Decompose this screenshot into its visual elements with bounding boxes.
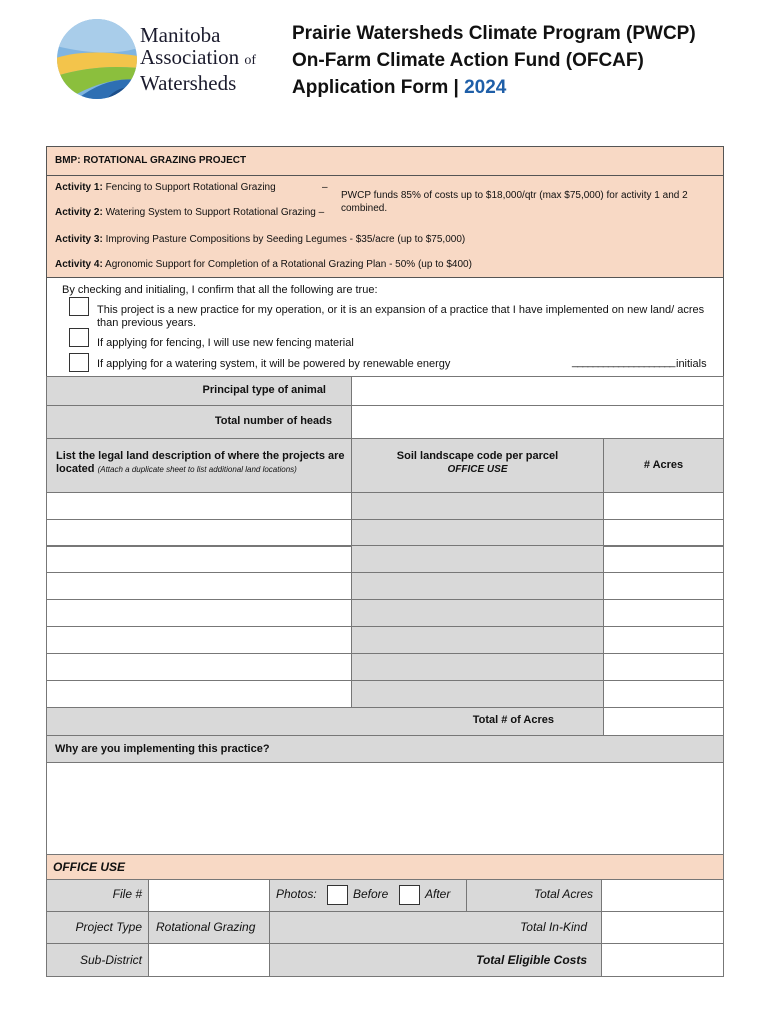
funding-note: PWCP funds 85% of costs up to $18,000/qtr (max $75,000) for activity 1 and 2 combined. — [341, 190, 688, 214]
initials-label: initials — [676, 358, 707, 370]
title-line2: On-Farm Climate Action Fund (OFCAF) — [292, 50, 644, 71]
total-acres-input[interactable] — [603, 707, 724, 736]
confirm-item-2: If applying for fencing, I will use new fencing material — [97, 337, 354, 349]
page-title — [292, 20, 696, 101]
activity-1-label: Activity 1: — [55, 182, 103, 193]
total-inkind-label: Total In-Kind — [520, 920, 587, 934]
total-eligible-input[interactable] — [601, 943, 724, 977]
activity-4 — [55, 259, 472, 270]
logo-line2: Association — [140, 45, 240, 69]
land-description-input-6[interactable] — [46, 626, 352, 654]
activity-1-dash: – — [322, 182, 328, 193]
before-checkbox[interactable] — [327, 885, 348, 905]
heads-label: Total number of heads — [214, 415, 332, 427]
confirm-item-3: If applying for a watering system, it will be powered by renewable energy — [97, 358, 451, 370]
after-checkbox[interactable] — [399, 885, 420, 905]
acres-input-4[interactable] — [603, 572, 724, 600]
activity-1 — [55, 182, 276, 193]
land-description-input-8[interactable] — [46, 680, 352, 708]
confirm-item-1: This project is a new practice for my operation, or it is an expansion of a practice that I have implemented on new land/ acres than previous years. — [97, 304, 705, 329]
total-acres-office-input[interactable] — [601, 879, 724, 912]
office-header-text: OFFICE USE — [53, 860, 126, 874]
land-col2-text: Soil landscape code per parcel — [396, 450, 559, 462]
land-col1-bold: List the legal land description of where the projects are located — [56, 450, 345, 475]
soil-code-input-2 — [351, 519, 604, 547]
land-col1-text — [56, 450, 346, 476]
land-description-input-1[interactable] — [46, 492, 352, 520]
activity-1-text: Fencing to Support Rotational Grazing — [105, 182, 276, 193]
total-acres-office-label: Total Acres — [533, 887, 593, 901]
land-col2-note: OFFICE USE — [447, 464, 508, 475]
total-acres-label: Total # of Acres — [472, 714, 554, 726]
acres-input-1[interactable] — [603, 492, 724, 520]
total-eligible-label: Total Eligible Costs — [476, 953, 587, 967]
animal-type-input[interactable] — [351, 376, 724, 406]
office-header — [46, 854, 724, 880]
soil-code-input-6 — [351, 626, 604, 654]
heads-input[interactable] — [351, 405, 724, 439]
project-type-value: Rotational Grazing — [156, 920, 256, 934]
activity-4-label: Activity 4: — [55, 259, 103, 270]
land-description-input-3[interactable] — [46, 545, 352, 573]
confirm-intro: By checking and initialing, I confirm that all the following are true: — [62, 284, 378, 296]
confirm-checkbox-2[interactable] — [69, 328, 89, 347]
title-line3: Application Form | — [292, 77, 465, 98]
soil-code-input-8 — [351, 680, 604, 708]
soil-code-input-7 — [351, 653, 604, 681]
activity-3 — [55, 234, 465, 245]
land-description-input-4[interactable] — [46, 572, 352, 600]
logo-line1: Manitoba — [140, 23, 221, 47]
acres-input-5[interactable] — [603, 599, 724, 627]
activity-2 — [55, 207, 324, 218]
land-col1-note: (Attach a duplicate sheet to list additional land locations) — [97, 465, 297, 474]
after-label: After — [425, 887, 451, 901]
title-year: 2024 — [464, 77, 507, 98]
activity-3-text: Improving Pasture Compositions by Seeding Legumes - $35/acre (up to $75,000) — [105, 234, 466, 245]
logo-circle-icon — [56, 18, 138, 100]
sub-district-label: Sub-District — [79, 953, 142, 967]
project-type-label: Project Type — [75, 920, 142, 934]
title-line1: Prairie Watersheds Climate Program (PWCP) — [292, 23, 696, 44]
initials-line[interactable]: ____________________ — [572, 356, 675, 368]
land-col3-text: # Acres — [643, 459, 684, 471]
soil-code-input-5 — [351, 599, 604, 627]
activity-2-text: Watering System to Support Rotational Grazing – — [105, 207, 325, 218]
animal-type-label: Principal type of animal — [202, 384, 326, 396]
acres-input-2[interactable] — [603, 519, 724, 547]
activity-4-text: Agronomic Support for Completion of a Rotational Grazing Plan - 50% (up to $400) — [105, 259, 472, 270]
land-description-input-7[interactable] — [46, 653, 352, 681]
acres-input-6[interactable] — [603, 626, 724, 654]
soil-code-input-3 — [351, 545, 604, 573]
confirm-checkbox-1[interactable] — [69, 297, 89, 316]
land-description-input-2[interactable] — [46, 519, 352, 547]
why-textarea[interactable] — [46, 762, 724, 855]
file-input[interactable] — [148, 879, 270, 912]
activity-3-label: Activity 3: — [55, 234, 103, 245]
acres-input-7[interactable] — [603, 653, 724, 681]
why-label: Why are you implementing this practice? — [55, 743, 270, 755]
logo-text — [140, 24, 256, 94]
confirm-checkbox-3[interactable] — [69, 353, 89, 372]
land-description-input-5[interactable] — [46, 599, 352, 627]
activity-2-label: Activity 2: — [55, 207, 103, 218]
logo-line3: Watersheds — [140, 71, 237, 95]
photos-label: Photos: — [276, 887, 317, 901]
bmp-header-text: BMP: ROTATIONAL GRAZING PROJECT — [55, 155, 247, 166]
soil-code-input-1 — [351, 492, 604, 520]
sub-district-input[interactable] — [148, 943, 270, 977]
before-label: Before — [353, 887, 389, 901]
total-inkind-input[interactable] — [601, 911, 724, 944]
file-label: File # — [112, 887, 142, 901]
soil-code-input-4 — [351, 572, 604, 600]
acres-input-8[interactable] — [603, 680, 724, 708]
logo-line2-of: of — [244, 53, 257, 68]
acres-input-3[interactable] — [603, 545, 724, 573]
